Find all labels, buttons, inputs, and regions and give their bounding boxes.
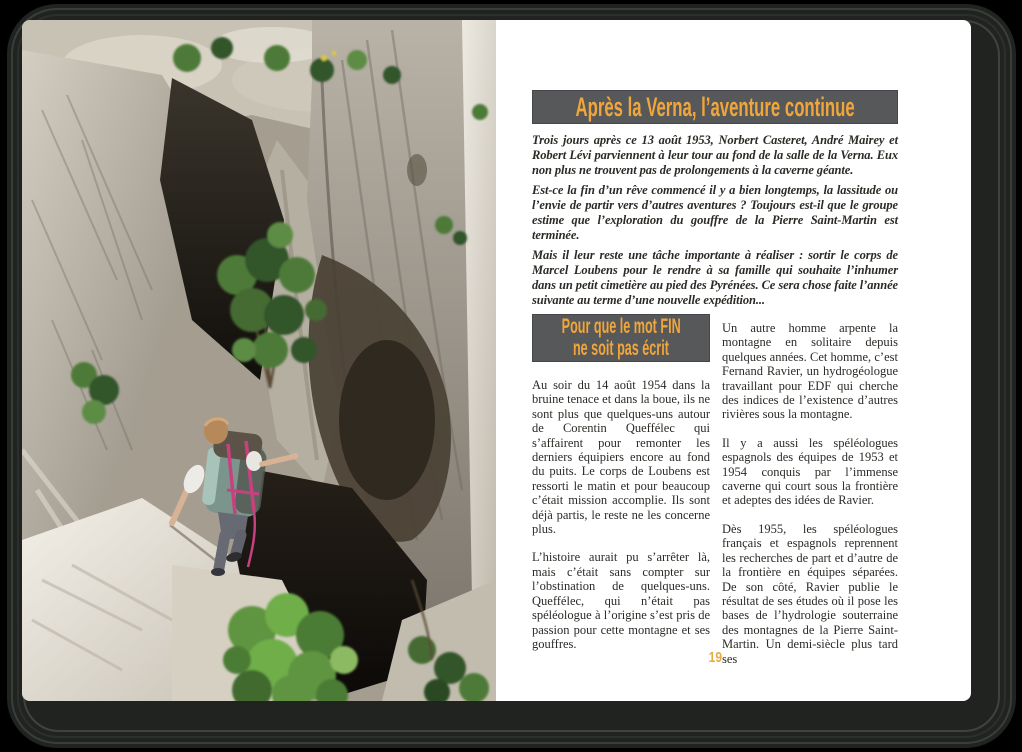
intro-paragraph: Mais il leur reste une tâche importante à réaliser : sortir le corps de Marcel Loubens pour le rendre à sa famille qui souhaite l’inhumer dans un petit cimetière au pied des Pyrénées. Ce sera chose faite l’année suivante au terme d’une nouvelle expédition... [532,248,898,307]
right-column [722,314,898,680]
body-paragraph: Au soir du 14 août 1954 dans la bruine tenace et dans la boue, ils ne sont plus que quelques-uns autour de Corentin Queffélec qui s’affairent pour remonter les derniers équipiers encore au fond du puits. Le corps de Loubens est ressorti le matin et pour beaucoup c’était mission accomplie. Ils sont déjà partis, le reste ne les concerne plus. [532,378,710,537]
section-title-line2: ne soit pas écrit [573,337,669,360]
chapter-title-banner [532,90,898,124]
body-paragraph: Un autre homme arpente la montagne en solitaire depuis quelques années. Cet homme, c’est Fernand Ravier, un hydrogéologue travaillant pour EDF qui cherche des indices de l’existence d’autres rivières sous la montagne. [722,321,898,422]
page-content [532,20,898,701]
canyon-photo [22,20,496,701]
intro-paragraph: Trois jours après ce 13 août 1953, Norbert Casteret, André Mairey et Robert Lévi parviennent à leur tour au fond de la salle de la Verna. Eux non plus ne trouvent pas de prolongements à la caverne géante. [532,133,898,177]
body-paragraph: Dès 1955, les spéléologues français et espagnols reprennent les recherches de part et d’autre de la frontière en équipes séparées. De son côté, Ravier publie le résultat de ses études où il pose les bases de l’hydrologie souterraine des montagnes de la Pierre Saint-Martin. Un demi-siècle plus tard ses [722,521,898,666]
canyon-photo-illustration [22,20,496,701]
page-number: 19 [708,649,722,666]
body-paragraph: Il y a aussi les spéléologues espagnols des équipes de 1953 et 1954 conquis par l’immense caverne qui court sous la frontière et adeptes des idées de Ravier. [722,435,898,508]
two-column-section [532,314,898,680]
chapter-title: Après la Verna, l’aventure continue [575,91,855,122]
section-title-banner [532,314,710,362]
body-paragraph: L’histoire aurait pu s’arrêter là, mais c’était sans compter sur l’obstination de quelques-uns. Queffélec, qui n’était pas spéléologue à l’origine s’est pris de passion pour cette montagne et ses gouffres. [532,550,710,651]
intro-paragraph: Est-ce la fin d’un rêve commencé il y a bien longtemps, la lassitude ou l’envie de partir vers d’autres aventures ? Toujours est-il que le groupe estime que l’exploration du gouffre de la Pierre Saint-Martin est terminée. [532,183,898,242]
left-column [532,314,710,680]
section-title-line1: Pour que le mot FIN [561,315,681,338]
book-page [22,20,971,701]
intro-section [532,133,898,308]
